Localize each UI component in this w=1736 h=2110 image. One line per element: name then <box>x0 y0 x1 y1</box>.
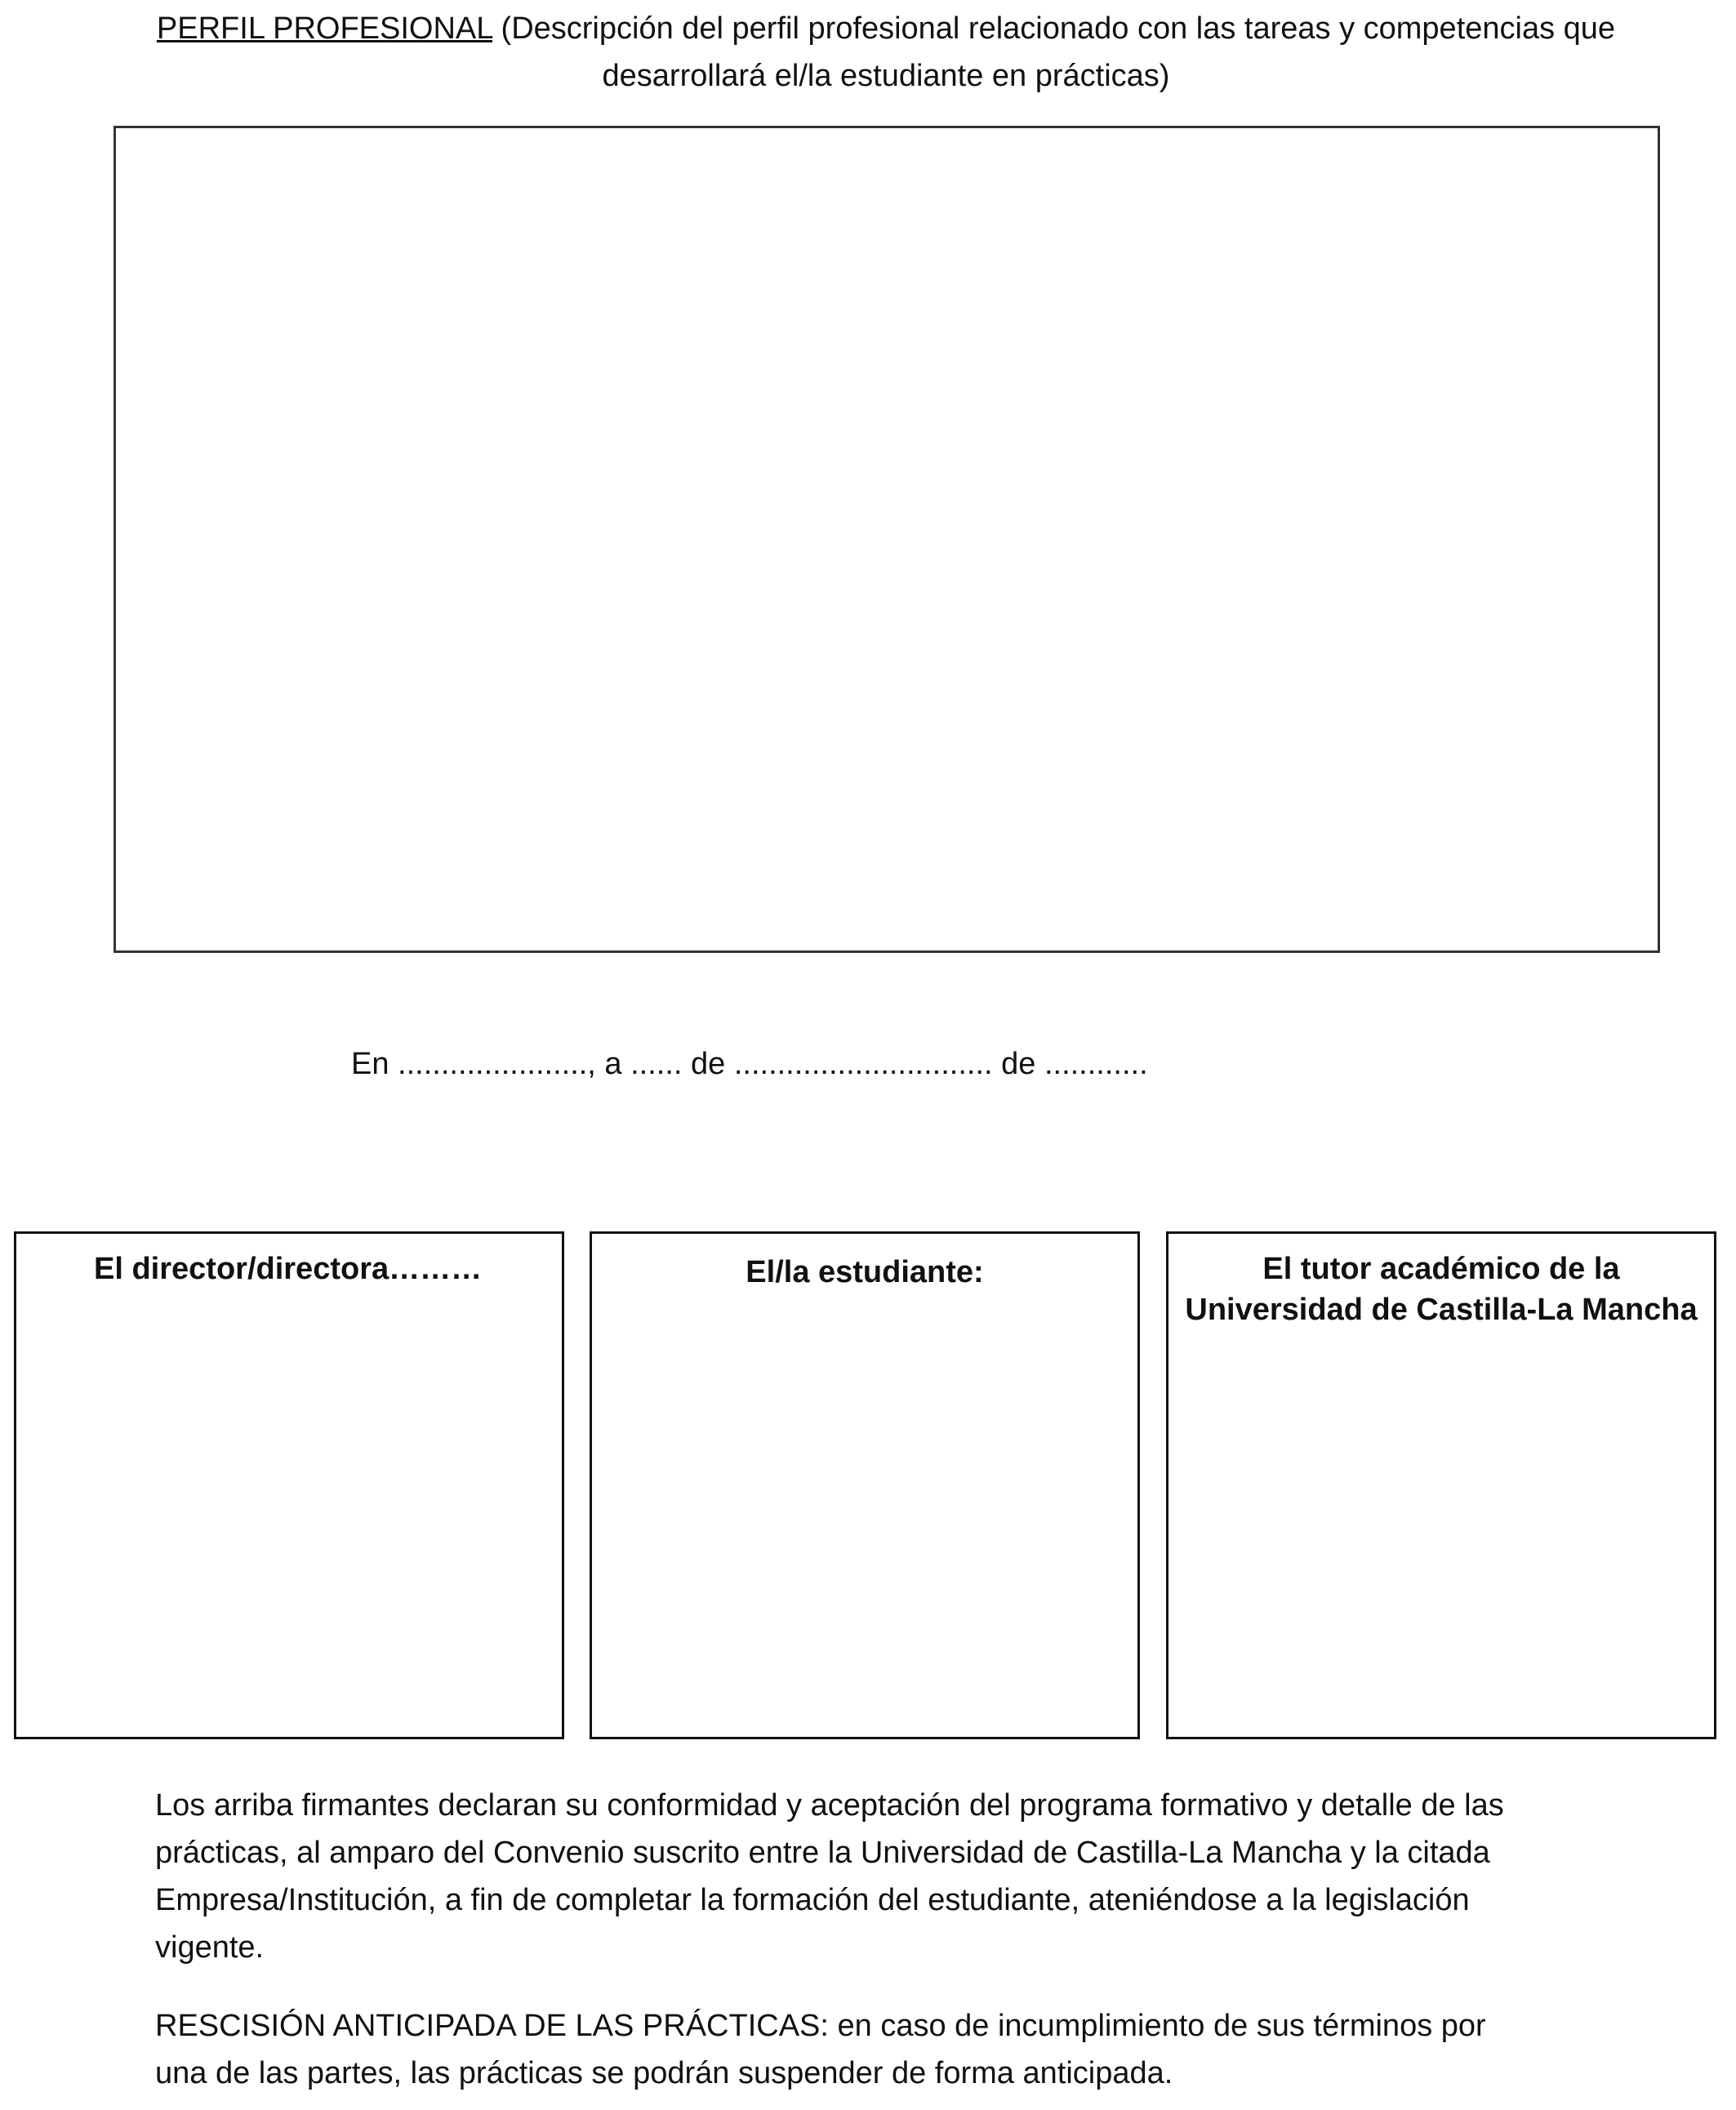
profile-section-header <box>98 5 1674 100</box>
profile-description-box[interactable] <box>114 126 1660 953</box>
profile-title: PERFIL PROFESIONAL <box>156 11 492 46</box>
director-signature-label: El director/directora……… <box>94 1252 483 1286</box>
student-signature-box[interactable] <box>590 1231 1140 1739</box>
tutor-signature-box[interactable] <box>1166 1231 1716 1739</box>
student-signature-label: El/la estudiante: <box>746 1255 984 1289</box>
director-signature-box[interactable] <box>14 1231 564 1739</box>
agreement-paragraph: Los arriba firmantes declaran su conformidad y aceptación del programa formativo y detalle de las prácticas, al amparo del Convenio suscrito entre la Universidad de Castilla-La Mancha y la citada Empresa/Institución, a fin de completar la formación del estudiante, ateniéndose a la legislación vigente. <box>155 1788 1504 1965</box>
rescission-paragraph: RESCISIÓN ANTICIPADA DE LAS PRÁCTICAS: en caso de incumplimiento de sus términos por una de las partes, las prácticas se podrán suspender de forma anticipada. <box>155 2009 1486 2090</box>
profile-description: (Descripción del perfil profesional relacionado con las tareas y competencias que desarrollará el/la estudiante en prácticas) <box>492 11 1616 93</box>
tutor-signature-label: El tutor académico de la Universidad de Castilla-La Mancha <box>1185 1252 1698 1327</box>
date-line: En ......................, a ...... de .............................. de ............ <box>351 1047 1148 1081</box>
